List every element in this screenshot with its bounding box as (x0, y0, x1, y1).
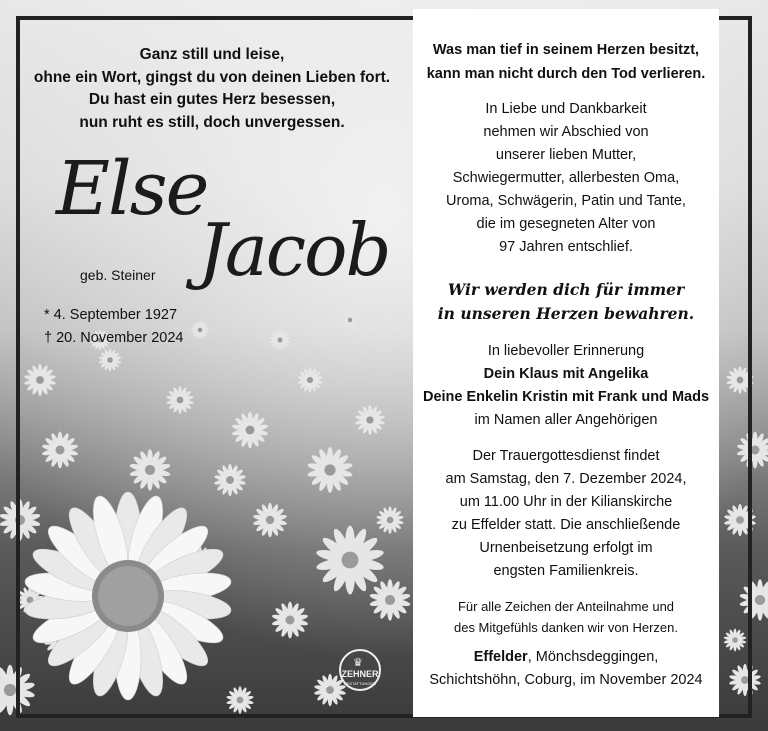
poem (22, 44, 402, 134)
family-names (413, 363, 719, 409)
birth-name: geb. Steiner (80, 267, 156, 283)
farewell-line: unserer lieben Mutter, (495, 147, 637, 163)
farewell-text (413, 98, 719, 259)
farewell-line: Schwiegermutter, allerbesten Oma, (452, 170, 680, 186)
place-rest: , Mönchsdeggingen, (527, 649, 659, 665)
family-line: Dein Klaus mit Angelika (483, 366, 649, 382)
farewell-line: die im gesegneten Alter von (476, 216, 656, 232)
logo-subtitle: BESTATTUNGEN (344, 681, 376, 686)
undertaker-logo (339, 649, 381, 691)
place-and-date (413, 646, 719, 692)
poem-line: ohne ein Wort, gingst du von deinen Lieben fort. (33, 68, 391, 86)
poem-line: Ganz still und leise, (139, 46, 285, 63)
service-info (413, 445, 719, 583)
farewell-line: In Liebe und Dankbarkeit (485, 101, 647, 117)
farewell-line: 97 Jahren entschlief. (499, 239, 633, 255)
farewell-line: Uroma, Schwägerin, Patin und Tante, (446, 193, 686, 209)
death-date: † 20. November 2024 (44, 330, 184, 346)
thanks-line: des Mitgefühls danken wir von Herzen. (453, 620, 678, 635)
service-line: Der Trauergottesdienst findet (472, 448, 660, 464)
quote-line: kann man nicht durch den Tod verlieren. (426, 66, 706, 82)
crown-icon: ♛ (353, 657, 363, 669)
service-line: Urnenbeisetzung erfolgt im (479, 540, 653, 556)
service-line: engsten Familienkreis. (493, 563, 639, 579)
last-name: Jacob (198, 208, 390, 292)
logo-name: ZEHNER (341, 669, 379, 679)
relatives-line: im Namen aller Angehörigen (474, 412, 658, 428)
thanks-text (413, 596, 719, 638)
farewell-line: nehmen wir Abschied von (483, 124, 649, 140)
poem-line: nun ruht es still, doch unvergessen. (79, 113, 345, 131)
poem-line: Du hast ein gutes Herz besessen, (88, 91, 336, 108)
life-dates (44, 304, 183, 350)
service-line: am Samstag, den 7. Dezember 2024, (445, 471, 687, 487)
place-line-2: Schichtshöhn, Coburg, im November 2024 (429, 672, 703, 688)
script-verse (413, 278, 719, 326)
place-line (413, 646, 719, 669)
place-bold: Effelder (473, 649, 528, 665)
first-name: Else (56, 146, 208, 232)
service-line: um 11.00 Uhr in der Kilianskirche (459, 494, 673, 510)
service-line: zu Effelder statt. Die anschließende (451, 517, 681, 533)
memory-heading: In liebevoller Erinnerung (487, 343, 645, 359)
family-line: Deine Enkelin Kristin mit Frank und Mads (422, 389, 710, 405)
script-line: in unseren Herzen bewahren. (437, 304, 695, 323)
script-line: Wir werden dich für immer (447, 280, 685, 299)
thanks-line: Für alle Zeichen der Anteilnahme und (457, 599, 675, 614)
quote-line: Was man tief in seinem Herzen besitzt, (432, 42, 700, 58)
birth-date: * 4. September 1927 (44, 307, 178, 323)
quote (413, 38, 719, 86)
